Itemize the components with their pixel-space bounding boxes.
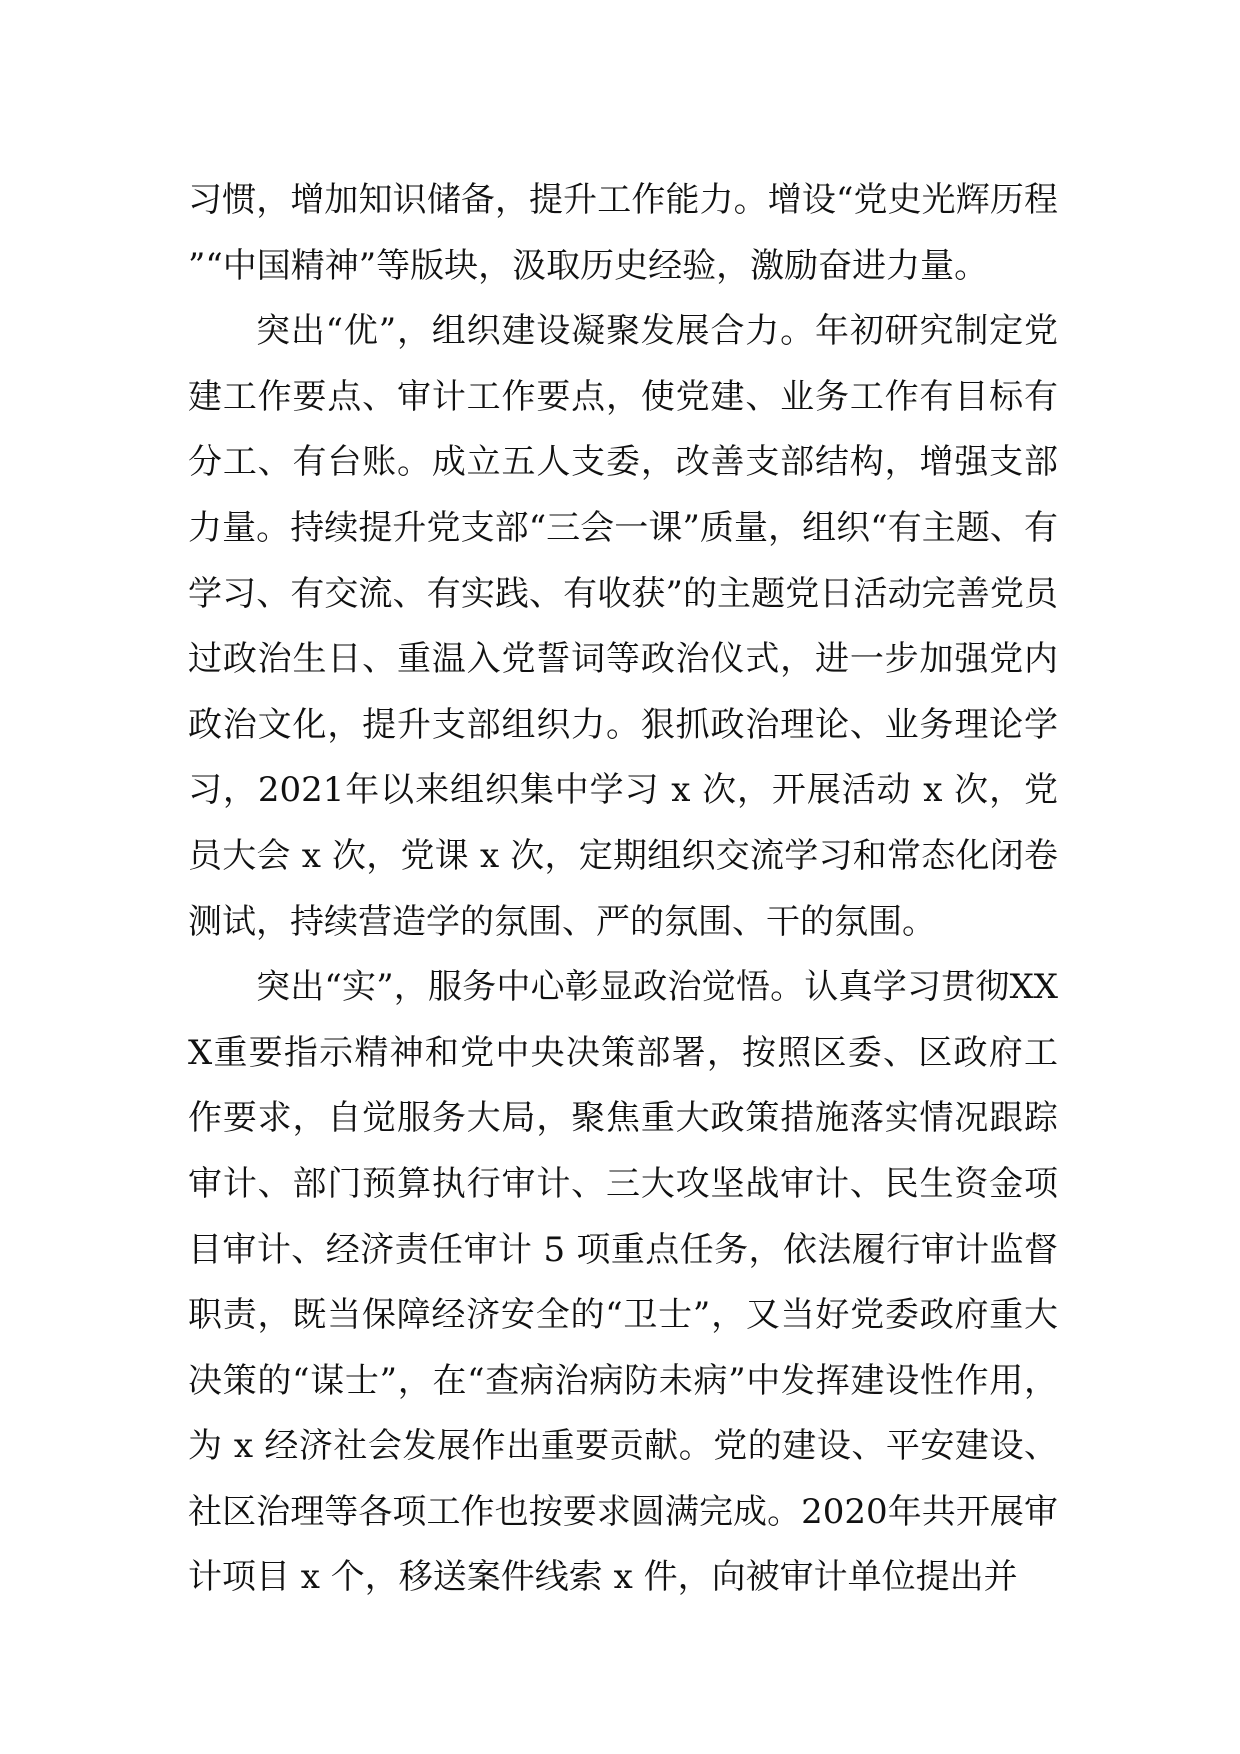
paragraph-continuation: 习惯，增加知识储备，提升工作能力。增设“党史光辉历程”“中国精神”等版块，汲取历史经验，激励奋进力量。 bbox=[188, 180, 1058, 286]
paragraph-service-center: 突出“实”，服务中心彰显政治觉悟。认真学习贯彻XXX重要指示精神和党中央决策部署，按照区委、区政府工作要求，自觉服务大局，聚焦重大政策措施落实情况跟踪审计、部门预算执行审计、三大攻坚战审计、民生资金项目审计、经济责任审计 5 项重点任务，依法履行审计监督职责，既当保障经济安全的“卫士”，又当好党委政府重大决策的“谋士”，在“查病治病防未病”中发挥建设性作用，为 x 经济社会发展作出重要贡献。党的建设、平安建设、社区治理等各项工作也按要求圆满完成。2020年共开展审计项目 x 个，移送案件线索 x 件，向被审计单位提出并 bbox=[188, 967, 1058, 1598]
paragraph-organization-building: 突出“优”，组织建设凝聚发展合力。年初研究制定党建工作要点、审计工作要点，使党建、业务工作有目标有分工、有台账。成立五人支委，改善支部结构，增强支部力量。持续提升党支部“三会一课”质量，组织“有主题、有学习、有交流、有实践、有收获”的主题党日活动完善党员过政治生日、重温入党誓词等政治仪式，进一步加强党内政治文化，提升支部组织力。狠抓政治理论、业务理论学习，2021年以来组织集中学习 x 次，开展活动 x 次，党员大会 x 次，党课 x 次，定期组织交流学习和常态化闭卷测试，持续营造学的氛围、严的氛围、干的氛围。 bbox=[188, 311, 1058, 942]
document-body bbox=[188, 168, 1058, 1611]
